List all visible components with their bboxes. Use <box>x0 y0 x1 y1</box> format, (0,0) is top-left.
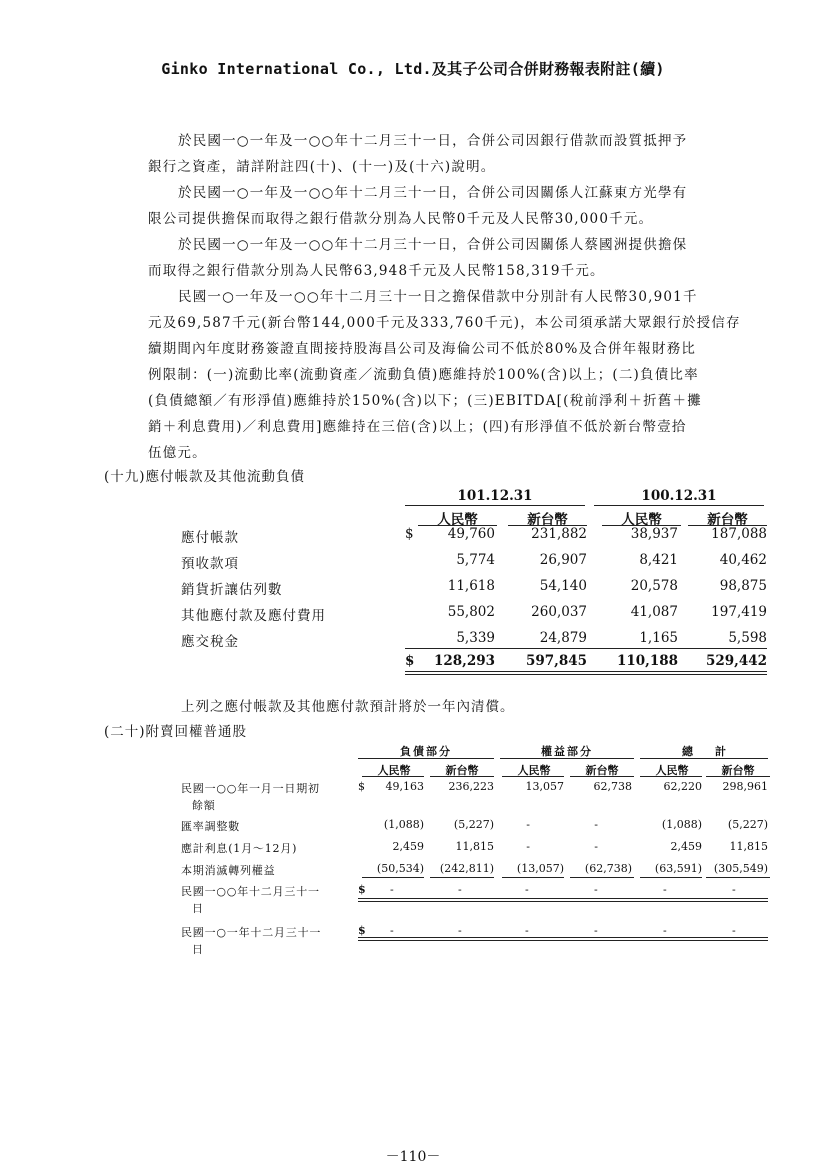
table-cell: (50,534) <box>376 862 424 875</box>
paragraph-line: 續期間內年度財務簽證直間接持股海昌公司及海倫公司不低於80%及合併年報財務比 <box>148 341 697 357</box>
table-cell: 13,057 <box>525 780 564 793</box>
paragraph-covenants <box>148 284 770 466</box>
table-cell: 62,738 <box>593 780 632 793</box>
currency-header: 新台幣 <box>707 512 748 528</box>
table-cell: - <box>663 883 667 896</box>
section-title-payables: (十九)應付帳款及其他流動負債 <box>104 469 306 485</box>
page-header: Ginko International Co., Ltd.及其子公司合併財務報表附註(續) <box>161 60 665 78</box>
table-cell: 5,598 <box>728 630 767 646</box>
table-cell: (62,738) <box>584 862 632 875</box>
period-header: 100.12.31 <box>641 488 717 504</box>
currency-header: 人民幣 <box>437 512 478 528</box>
currency-header: 人民幣 <box>517 764 551 777</box>
dollar-sign: $ <box>358 924 366 937</box>
currency-header: 新台幣 <box>527 512 568 528</box>
table-cell: 49,760 <box>447 526 495 542</box>
total-cell: 529,442 <box>705 653 767 669</box>
page-number: －110－ <box>385 1149 441 1165</box>
group-header: 總 計 <box>682 745 726 758</box>
table-cell: 260,037 <box>531 604 587 620</box>
dollar-sign: $ <box>358 883 366 896</box>
paragraph-line: 銀行之資產，請詳附註四(十)、(十一)及(十六)說明。 <box>148 159 496 175</box>
table-cell: 41,087 <box>630 604 678 620</box>
dollar-sign: $ <box>405 526 414 542</box>
currency-header: 人民幣 <box>377 764 411 777</box>
table-cell: 236,223 <box>448 780 494 793</box>
currency-header: 新台幣 <box>721 764 755 777</box>
table-cell: 5,774 <box>456 552 495 568</box>
paragraph-line: 元及69,587千元(新台幣144,000千元及333,760千元)，本公司須承諾大眾銀行於授信存 <box>148 315 741 331</box>
paragraph-line: 民國一○一年及一○○年十二月三十一日之擔保借款中分別計有人民幣30,901千 <box>178 289 698 305</box>
table-row-label: 預收款項 <box>181 556 239 572</box>
group-header: 負債部分 <box>400 745 452 758</box>
table-cell: - <box>594 883 598 896</box>
table-row-label: 應付帳款 <box>181 530 239 546</box>
paragraph-guarantee-tsai <box>148 232 770 284</box>
table-row-label: 民國一○○年十二月三十一 <box>181 885 320 898</box>
table-cell: - <box>525 924 529 937</box>
table-cell: 38,937 <box>630 526 678 542</box>
table-cell: 54,140 <box>539 578 587 594</box>
total-cell: 128,293 <box>433 653 495 669</box>
table-cell: 49,163 <box>385 780 424 793</box>
table-cell: 197,419 <box>711 604 767 620</box>
table-row-label: 應交稅金 <box>181 634 239 650</box>
table-cell: 40,462 <box>719 552 767 568</box>
table-cell: - <box>732 924 736 937</box>
table-cell: 11,815 <box>455 840 494 853</box>
table-cell: 2,459 <box>392 840 424 853</box>
table-cell: - <box>663 924 667 937</box>
table-cell: (242,811) <box>439 862 494 875</box>
table-row-label: 民國一○一年十二月三十一 <box>181 926 322 939</box>
paragraph-guarantee-jiangsu <box>148 180 770 232</box>
dollar-sign: $ <box>358 780 365 793</box>
table-row-label: 本期消滅轉列權益 <box>181 864 276 877</box>
table-cell: - <box>594 840 598 853</box>
table-cell: 231,882 <box>531 526 587 542</box>
table-row-label: 匯率調整數 <box>181 820 240 833</box>
table-cell: - <box>732 883 736 896</box>
table-cell: - <box>458 924 462 937</box>
table-cell: 5,339 <box>456 630 495 646</box>
table-cell: - <box>526 818 530 831</box>
table-cell: - <box>526 840 530 853</box>
table-cell: 2,459 <box>670 840 702 853</box>
table-cell: (1,088) <box>383 818 424 831</box>
paragraph-line: 於民國一○一年及一○○年十二月三十一日，合併公司因關係人蔡國洲提供擔保 <box>178 237 688 253</box>
period-header: 101.12.31 <box>457 488 533 504</box>
payables-note: 上列之應付帳款及其他應付款預計將於一年內清償。 <box>181 699 515 715</box>
table-row-label-cont: 餘額 <box>192 799 216 812</box>
table-cell: 187,088 <box>711 526 767 542</box>
table-cell: (5,227) <box>453 818 494 831</box>
table-cell: (1,088) <box>661 818 702 831</box>
table-cell: (305,549) <box>713 862 768 875</box>
paragraph-line: 伍億元。 <box>148 445 207 461</box>
table-cell: 55,802 <box>447 604 495 620</box>
table-cell: - <box>594 924 598 937</box>
section-title-puttable-shares: (二十)附賣回權普通股 <box>104 724 248 740</box>
table-cell: 298,961 <box>722 780 768 793</box>
table-row-label-cont: 日 <box>192 943 204 956</box>
table-cell: 11,618 <box>447 578 495 594</box>
table-cell: - <box>390 924 394 937</box>
paragraph-line: 於民國一○一年及一○○年十二月三十一日，合併公司因關係人江蘇東方光學有 <box>178 185 688 201</box>
table-row-label: 民國一○○年一月一日期初 <box>181 782 320 795</box>
table-cell: 20,578 <box>630 578 678 594</box>
paragraph-pledged-assets <box>148 128 770 180</box>
table-cell: 11,815 <box>729 840 768 853</box>
paragraph-line: 例限制：(一)流動比率(流動資產／流動負債)應維持於100%(含)以上；(二)負債比率 <box>148 367 699 383</box>
table-row-label: 銷貨折讓估列數 <box>181 582 283 598</box>
table-row-label-cont: 日 <box>192 902 204 915</box>
paragraph-line: (負債總額／有形淨值)應維持於150%(含)以下；(三)EBITDA[(稅前淨利＋折舊＋攤 <box>148 393 702 409</box>
table-cell: - <box>594 818 598 831</box>
table-cell: - <box>390 883 394 896</box>
total-cell: 597,845 <box>525 653 587 669</box>
paragraph-line: 而取得之銀行借款分別為人民幣63,948千元及人民幣158,319千元。 <box>148 263 605 279</box>
dollar-sign: $ <box>405 653 415 669</box>
currency-header: 新台幣 <box>585 764 619 777</box>
table-cell: 24,879 <box>539 630 587 646</box>
table-cell: 98,875 <box>719 578 767 594</box>
table-cell: - <box>525 883 529 896</box>
table-row-label: 應計利息(1月～12月) <box>181 842 298 855</box>
table-cell: 1,165 <box>639 630 678 646</box>
currency-header: 新台幣 <box>445 764 479 777</box>
table-cell: - <box>458 883 462 896</box>
currency-header: 人民幣 <box>621 512 662 528</box>
paragraph-line: 於民國一○一年及一○○年十二月三十一日，合併公司因銀行借款而設質抵押予 <box>178 133 688 149</box>
table-cell: (63,591) <box>654 862 702 875</box>
group-header: 權益部分 <box>541 745 593 758</box>
table-cell: 26,907 <box>539 552 587 568</box>
table-row-label: 其他應付款及應付費用 <box>181 608 326 624</box>
table-cell: 62,220 <box>663 780 702 793</box>
table-cell: (13,057) <box>516 862 564 875</box>
paragraph-line: 銷＋利息費用)／利息費用]應維持在三倍(含)以上；(四)有形淨值不低於新台幣壹拾 <box>148 419 687 435</box>
total-cell: 110,188 <box>616 653 678 669</box>
table-cell: 8,421 <box>639 552 678 568</box>
paragraph-line: 限公司提供擔保而取得之銀行借款分別為人民幣0千元及人民幣30,000千元。 <box>148 211 654 227</box>
currency-header: 人民幣 <box>655 764 689 777</box>
table-cell: (5,227) <box>727 818 768 831</box>
